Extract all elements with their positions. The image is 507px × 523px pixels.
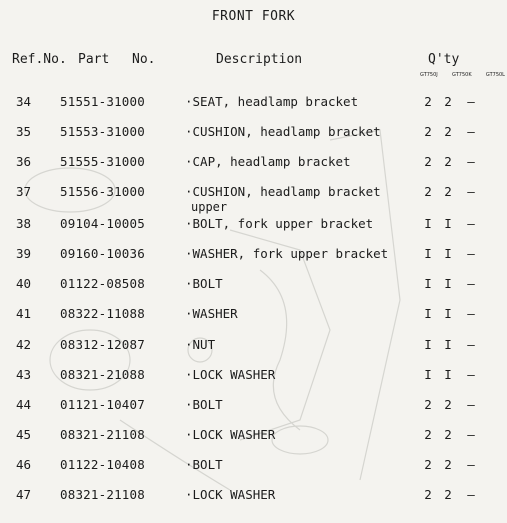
part-no: 08321-21088: [60, 367, 145, 382]
ref-no: 36: [16, 154, 32, 169]
table-row: [0, 331, 507, 361]
header-no: No.: [132, 52, 156, 67]
qty-model-1: 2: [424, 487, 432, 502]
header-qty: Q'ty: [428, 52, 460, 67]
qty-model-2: 2: [444, 397, 452, 412]
ref-no: 39: [16, 246, 32, 261]
qty-model-1: I: [424, 276, 432, 291]
description: ·WASHER, fork upper bracket: [185, 246, 389, 261]
qty-model-1: 2: [424, 94, 432, 109]
qty-model-1: 2: [424, 154, 432, 169]
qty-model-3: –: [467, 457, 475, 472]
qty-model-1: I: [424, 367, 432, 382]
qty-model-1: 2: [424, 124, 432, 139]
qty-model-3: –: [467, 367, 475, 382]
qty-model-1: 2: [424, 427, 432, 442]
model-col-2: GT750K: [452, 72, 472, 78]
qty-model-2: I: [444, 337, 452, 352]
table-row: [0, 88, 507, 118]
qty-model-2: I: [444, 276, 452, 291]
qty-model-2: 2: [444, 184, 452, 199]
qty-model-3: –: [467, 337, 475, 352]
qty-model-3: –: [467, 276, 475, 291]
qty-model-2: 2: [444, 427, 452, 442]
part-no: 08322-11088: [60, 306, 145, 321]
description-line2: upper: [191, 200, 228, 214]
ref-no: 41: [16, 306, 32, 321]
description: ·BOLT: [185, 397, 223, 412]
qty-model-3: –: [467, 427, 475, 442]
ref-no: 35: [16, 124, 32, 139]
ref-no: 37: [16, 184, 32, 199]
table-row: [0, 421, 507, 451]
table-row: [0, 451, 507, 481]
ref-no: 40: [16, 276, 32, 291]
description: ·LOCK WASHER: [185, 487, 276, 502]
table-row: [0, 300, 507, 330]
qty-model-1: 2: [424, 397, 432, 412]
part-no: 09160-10036: [60, 246, 145, 261]
ref-no: 43: [16, 367, 32, 382]
description: ·WASHER: [185, 306, 238, 321]
description: ·SEAT, headlamp bracket: [185, 94, 359, 109]
part-no: 51551-31000: [60, 94, 145, 109]
part-no: 08312-12087: [60, 337, 145, 352]
table-row: [0, 178, 507, 214]
part-no: 51553-31000: [60, 124, 145, 139]
table-row: [0, 391, 507, 421]
table-row: [0, 361, 507, 391]
description: ·BOLT: [185, 276, 223, 291]
qty-model-2: I: [444, 246, 452, 261]
description: ·LOCK WASHER: [185, 427, 276, 442]
description: ·CAP, headlamp bracket: [185, 154, 351, 169]
qty-model-1: I: [424, 306, 432, 321]
qty-model-1: 2: [424, 457, 432, 472]
qty-model-2: I: [444, 216, 452, 231]
qty-model-3: –: [467, 306, 475, 321]
qty-model-3: –: [467, 216, 475, 231]
ref-no: 47: [16, 487, 32, 502]
table-row: [0, 148, 507, 178]
part-no: 09104-10005: [60, 216, 145, 231]
part-no: 51556-31000: [60, 184, 145, 199]
header-description: Description: [216, 52, 303, 67]
qty-model-3: –: [467, 487, 475, 502]
qty-model-2: 2: [444, 94, 452, 109]
qty-model-3: –: [467, 397, 475, 412]
qty-model-2: I: [444, 306, 452, 321]
description: ·BOLT: [185, 457, 223, 472]
table-row: [0, 210, 507, 240]
qty-model-1: I: [424, 216, 432, 231]
qty-model-1: I: [424, 246, 432, 261]
header-part: Part: [78, 52, 110, 67]
table-row: [0, 240, 507, 270]
part-no: 08321-21108: [60, 427, 145, 442]
qty-model-2: 2: [444, 154, 452, 169]
part-no: 01122-10408: [60, 457, 145, 472]
description: ·CUSHION, headlamp bracket: [185, 124, 381, 139]
part-no: 01121-10407: [60, 397, 145, 412]
table-row: [0, 118, 507, 148]
qty-model-3: –: [467, 246, 475, 261]
ref-no: 34: [16, 94, 32, 109]
qty-model-2: 2: [444, 487, 452, 502]
part-no: 51555-31000: [60, 154, 145, 169]
ref-no: 46: [16, 457, 32, 472]
description: ·CUSHION, headlamp bracket: [185, 184, 381, 199]
ref-no: 45: [16, 427, 32, 442]
qty-model-2: 2: [444, 457, 452, 472]
table-row: [0, 481, 507, 511]
qty-model-2: 2: [444, 124, 452, 139]
model-columns: [420, 72, 505, 78]
ref-no: 38: [16, 216, 32, 231]
page-title: FRONT FORK: [211, 9, 296, 24]
qty-model-1: I: [424, 337, 432, 352]
ref-no: 42: [16, 337, 32, 352]
qty-model-2: I: [444, 367, 452, 382]
header-ref-no: Ref.No.: [12, 52, 67, 67]
description: ·LOCK WASHER: [185, 367, 276, 382]
qty-model-3: –: [467, 124, 475, 139]
part-no: 01122-08508: [60, 276, 145, 291]
qty-model-3: –: [467, 154, 475, 169]
qty-model-1: 2: [424, 184, 432, 199]
description: ·NUT: [185, 337, 216, 352]
qty-model-3: –: [467, 184, 475, 199]
qty-model-3: –: [467, 94, 475, 109]
model-col-3: GT750L: [485, 72, 505, 78]
ref-no: 44: [16, 397, 32, 412]
part-no: 08321-21108: [60, 487, 145, 502]
description: ·BOLT, fork upper bracket: [185, 216, 374, 231]
model-col-1: GT750J: [420, 72, 438, 78]
table-row: [0, 270, 507, 300]
